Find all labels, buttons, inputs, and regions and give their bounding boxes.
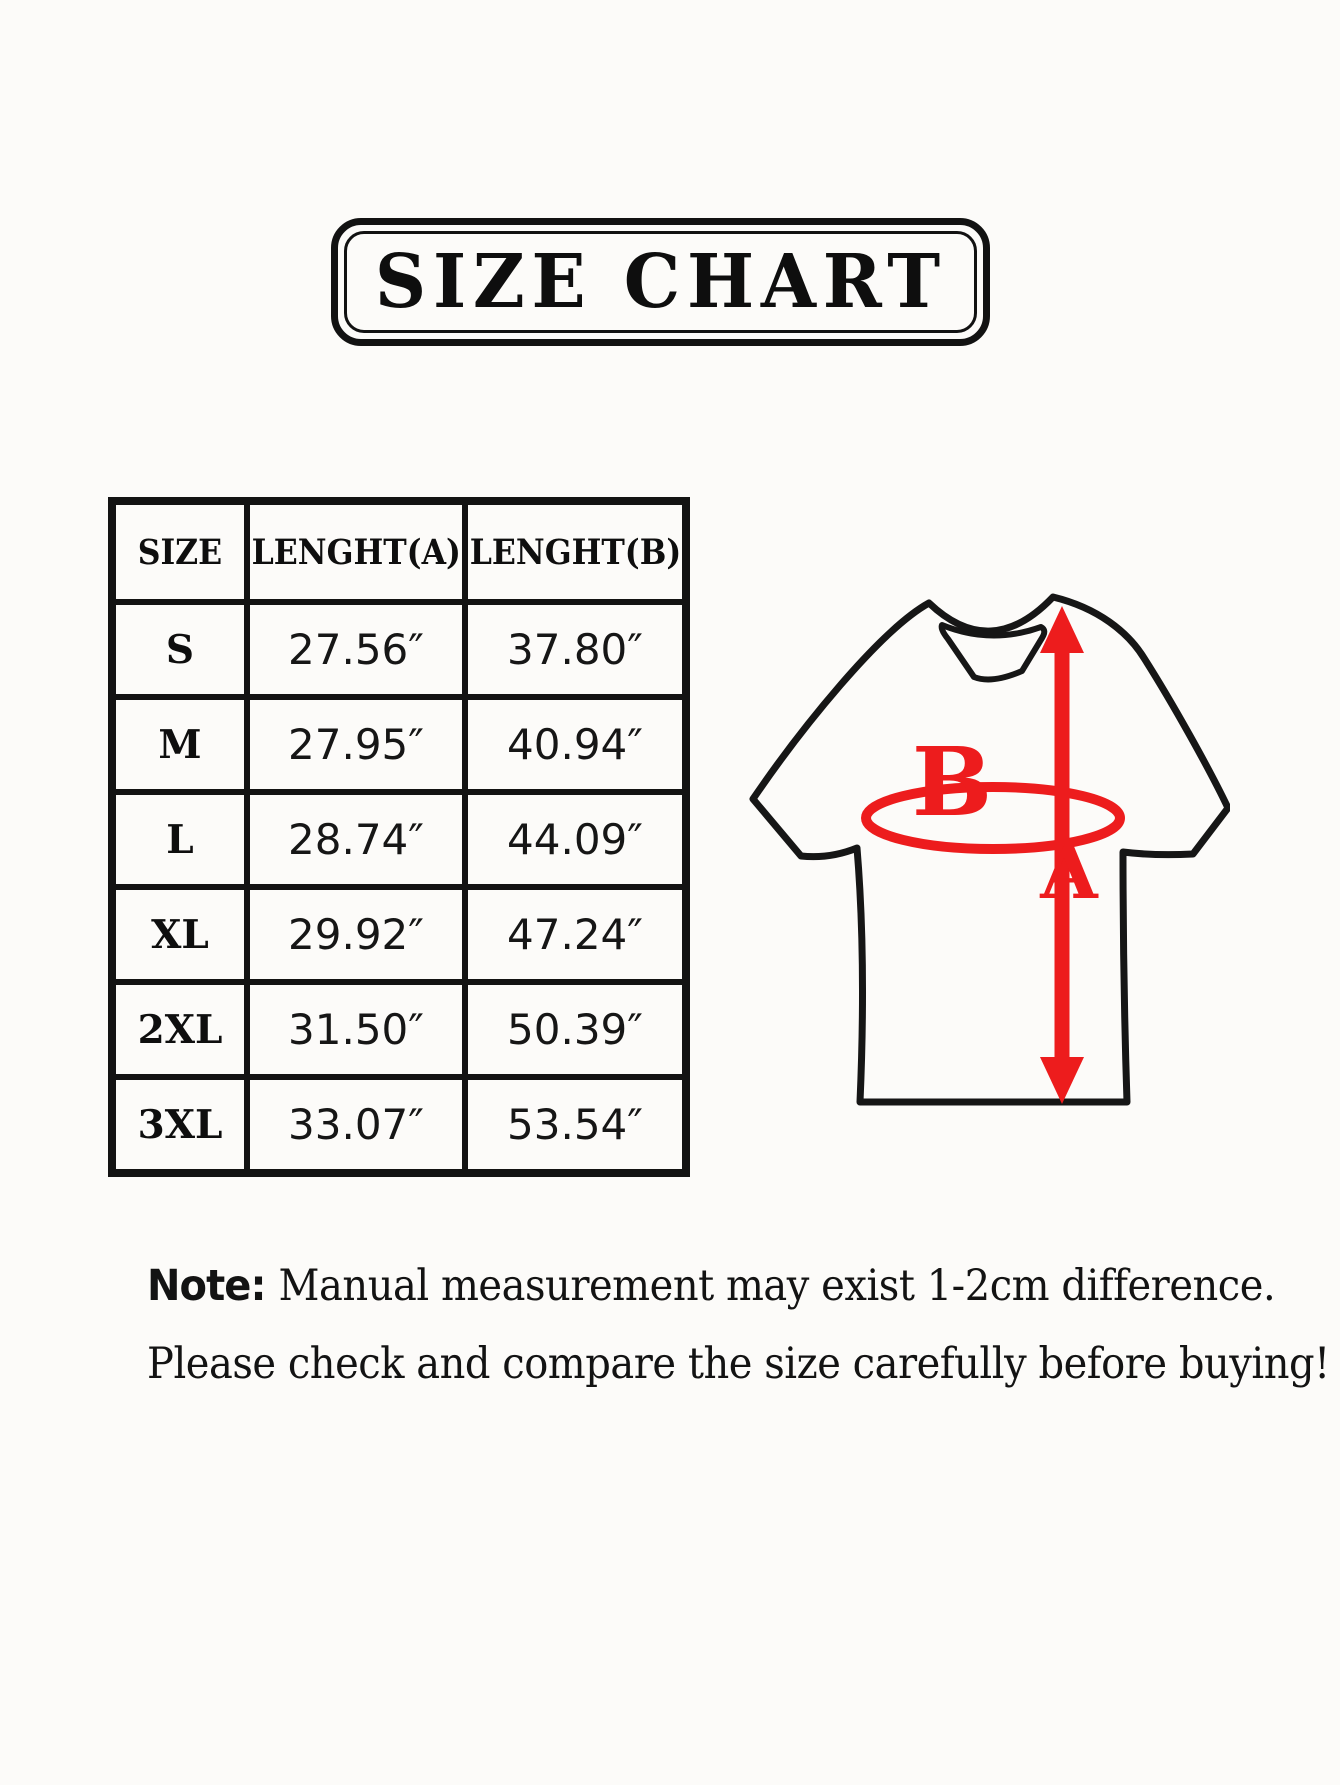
column-header-length-b: LENGHT(B) [468, 505, 682, 599]
note-text [147, 1256, 1330, 1394]
width-label-b: B [911, 727, 993, 838]
title-frame-inner [344, 231, 977, 333]
note-line-2: Please check and compare the size carefully before buying! [147, 1339, 1330, 1389]
table-cell-length-b: 50.39″ [468, 985, 682, 1074]
table-cell-length-a: 27.95″ [250, 700, 462, 789]
size-table [108, 497, 690, 1177]
table-row-size-label: L [116, 795, 244, 884]
table-cell-length-b: 47.24″ [468, 890, 682, 979]
table-cell-length-a: 29.92″ [250, 890, 462, 979]
table-cell-length-a: 27.56″ [250, 605, 462, 694]
table-row-size-label: 2XL [116, 985, 244, 1074]
table-cell-length-b: 44.09″ [468, 795, 682, 884]
table-cell-length-b: 53.54″ [468, 1080, 682, 1169]
table-cell-length-a: 31.50″ [250, 985, 462, 1074]
page-title: SIZE CHART [374, 239, 947, 325]
table-row-size-label: 3XL [116, 1080, 244, 1169]
tshirt-diagram [650, 490, 1230, 1110]
table-cell-length-a: 28.74″ [250, 795, 462, 884]
title-frame [331, 218, 990, 346]
note-line-1-text: Manual measurement may exist 1-2cm difference. [278, 1261, 1276, 1311]
table-row-size-label: XL [116, 890, 244, 979]
table-row-size-label: M [116, 700, 244, 789]
note-prefix: Note: [147, 1261, 266, 1311]
table-cell-length-b: 40.94″ [468, 700, 682, 789]
length-label-a: A [1040, 830, 1098, 916]
note-line-1 [147, 1256, 1276, 1316]
column-header-size: SIZE [116, 505, 244, 599]
column-header-length-a: LENGHT(A) [250, 505, 462, 599]
table-cell-length-b: 37.80″ [468, 605, 682, 694]
table-row-size-label: S [116, 605, 244, 694]
table-cell-length-a: 33.07″ [250, 1080, 462, 1169]
